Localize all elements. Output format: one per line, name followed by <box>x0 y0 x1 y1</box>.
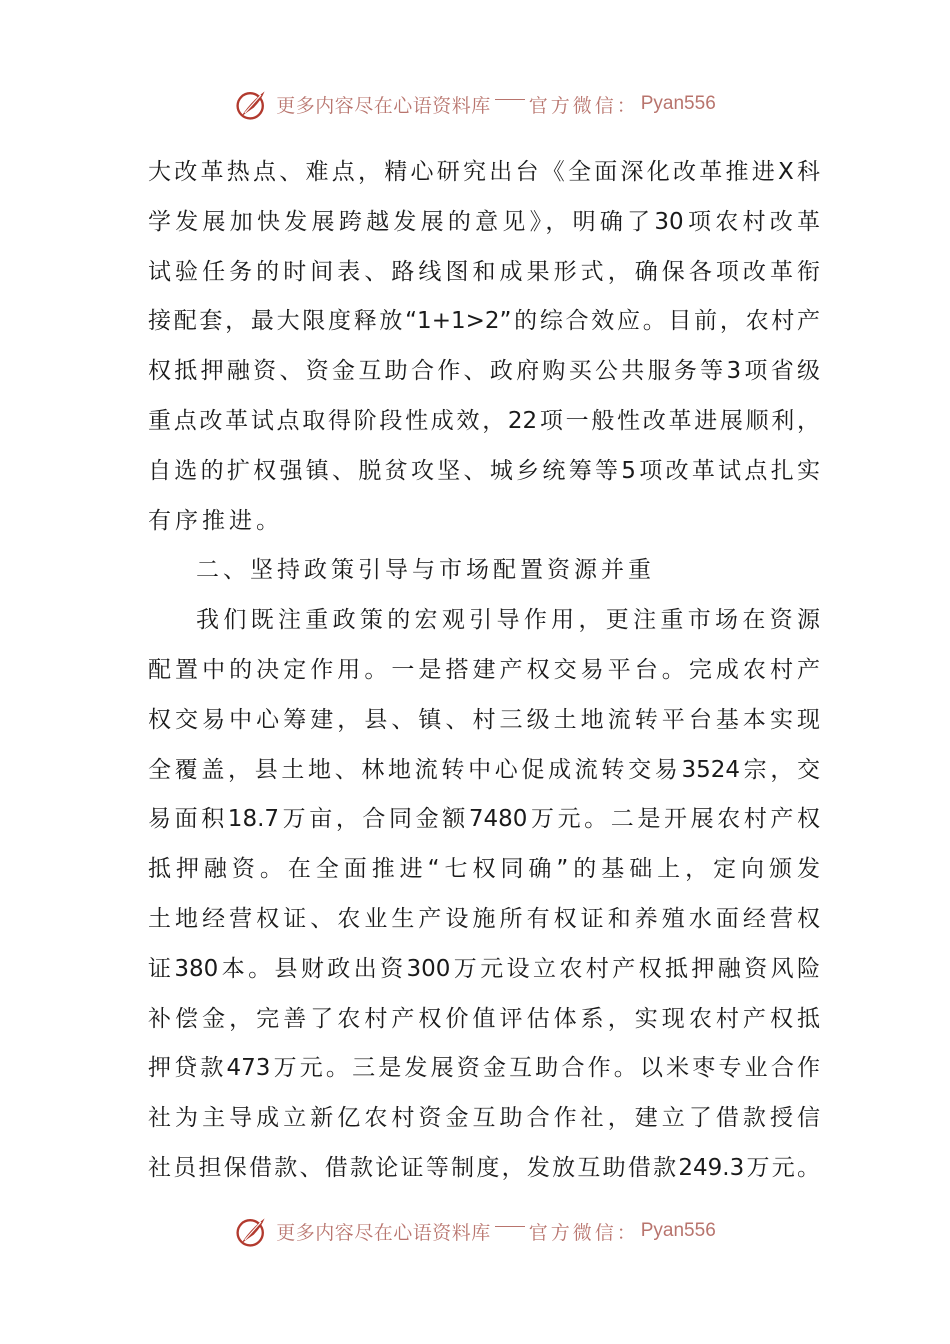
banner-dash-separator <box>495 1226 525 1227</box>
banner-main-text: 更多内容尽在心语资料库 <box>276 1221 491 1244</box>
banner-official-label: 官方微信： <box>528 94 639 117</box>
text-line: 权交易中心筹建，县、镇、村三级土地流转平台基本实现 <box>148 706 820 733</box>
quill-logo-icon <box>234 86 270 122</box>
banner-wechat-id: Pyan556 <box>640 1220 716 1241</box>
text-line: 押贷款473万元。三是发展资金互助合作。以米枣专业合作 <box>148 1055 820 1082</box>
text-line: 学发展加快发展跨越发展的意见》，明确了30项农村改革 <box>148 208 820 235</box>
header-watermark-banner <box>0 84 950 124</box>
banner-main-text: 更多内容尽在心语资料库 <box>276 94 491 117</box>
text-line: 权抵押融资、资金互助合作、政府购买公共服务等3项省级 <box>148 358 820 385</box>
quill-logo-icon <box>234 1213 270 1249</box>
banner-wechat-id: Pyan556 <box>640 93 716 114</box>
text-line: 全覆盖，县土地、林地流转中心促成流转交易3524宗，交 <box>148 756 820 783</box>
footer-watermark-banner <box>0 1211 950 1251</box>
text-line: 社员担保借款、借款论证等制度，发放互助借款249.3万元。 <box>148 1154 820 1181</box>
banner-dash-separator <box>495 99 525 100</box>
text-line: 配置中的决定作用。一是搭建产权交易平台。完成农村产 <box>148 656 820 683</box>
text-line: 有序推进。 <box>148 507 283 534</box>
text-line: 接配套，最大限度释放“1+1>2”的综合效应。目前，农村产 <box>148 308 820 335</box>
text-line: 抵押融资。在全面推进“七权同确”的基础上，定向颁发 <box>148 856 820 883</box>
text-line: 社为主导成立新亿农村资金互助合作社，建立了借款授信 <box>148 1105 820 1132</box>
text-line: 易面积18.7万亩，合同金额7480万元。二是开展农村产权 <box>148 806 820 833</box>
text-line: 证380本。县财政出资300万元设立农村产权抵押融资风险 <box>148 955 820 982</box>
text-line: 大改革热点、难点，精心研究出台《全面深化改革推进X科 <box>148 159 820 185</box>
section-heading: 二、坚持政策引导与市场配置资源并重 <box>196 557 655 584</box>
text-line: 试验任务的时间表、路线图和成果形式，确保各项改革衔 <box>148 258 820 285</box>
text-line: 补偿金，完善了农村产权价值评估体系，实现农村产权抵 <box>148 1005 820 1032</box>
document-body <box>148 148 820 1194</box>
banner-official-label: 官方微信： <box>528 1221 639 1244</box>
text-line: 重点改革试点取得阶段性成效，22项一般性改革进展顺利， <box>148 407 820 434</box>
text-line: 我们既注重政策的宏观引导作用，更注重市场在资源 <box>196 607 820 634</box>
text-line: 自选的扩权强镇、脱贫攻坚、城乡统筹等5项改革试点扎实 <box>148 457 820 484</box>
text-line: 土地经营权证、农业生产设施所有权证和养殖水面经营权 <box>148 905 820 932</box>
